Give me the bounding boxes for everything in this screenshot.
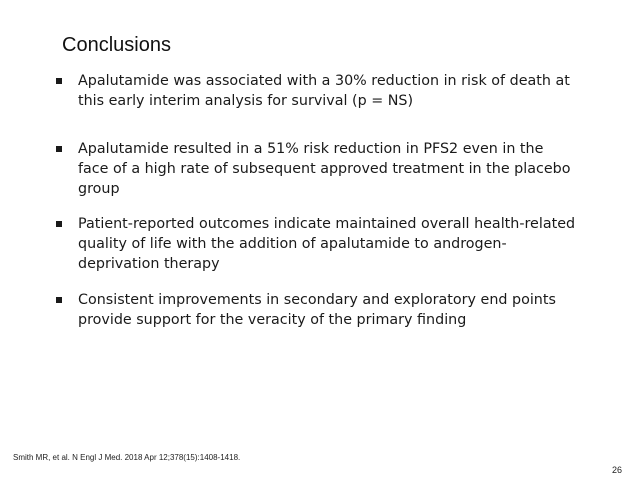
bullet-text: Apalutamide was associated with a 30% reduction in risk of death at this early interim analysis for survival (p = NS): [78, 73, 570, 109]
list-item: [54, 290, 614, 330]
bullet-text: Apalutamide resulted in a 51% risk reduction in PFS2 even in the face of a high rate of subsequent approved treatment in the placebo group: [78, 141, 571, 197]
page-number: 26: [611, 465, 622, 475]
list-item: [54, 214, 614, 274]
list-item: [54, 139, 614, 199]
square-bullet-icon: [54, 139, 64, 152]
list-item: [54, 71, 614, 111]
slide-title: Conclusions: [62, 34, 171, 56]
bullet-text: Patient-reported outcomes indicate maintained overall health-related quality of life with the addition of apalutamide to androgen-deprivation therapy: [78, 216, 576, 272]
square-bullet-icon: [54, 71, 64, 84]
square-bullet-icon: [54, 290, 64, 303]
square-bullet-icon: [54, 214, 64, 227]
citation: Smith MR, et al. N Engl J Med. 2018 Apr 12;378(15):1408-1418.: [13, 453, 241, 462]
bullet-text: Consistent improvements in secondary and exploratory end points provide support for the veracity of the primary finding: [78, 292, 556, 328]
